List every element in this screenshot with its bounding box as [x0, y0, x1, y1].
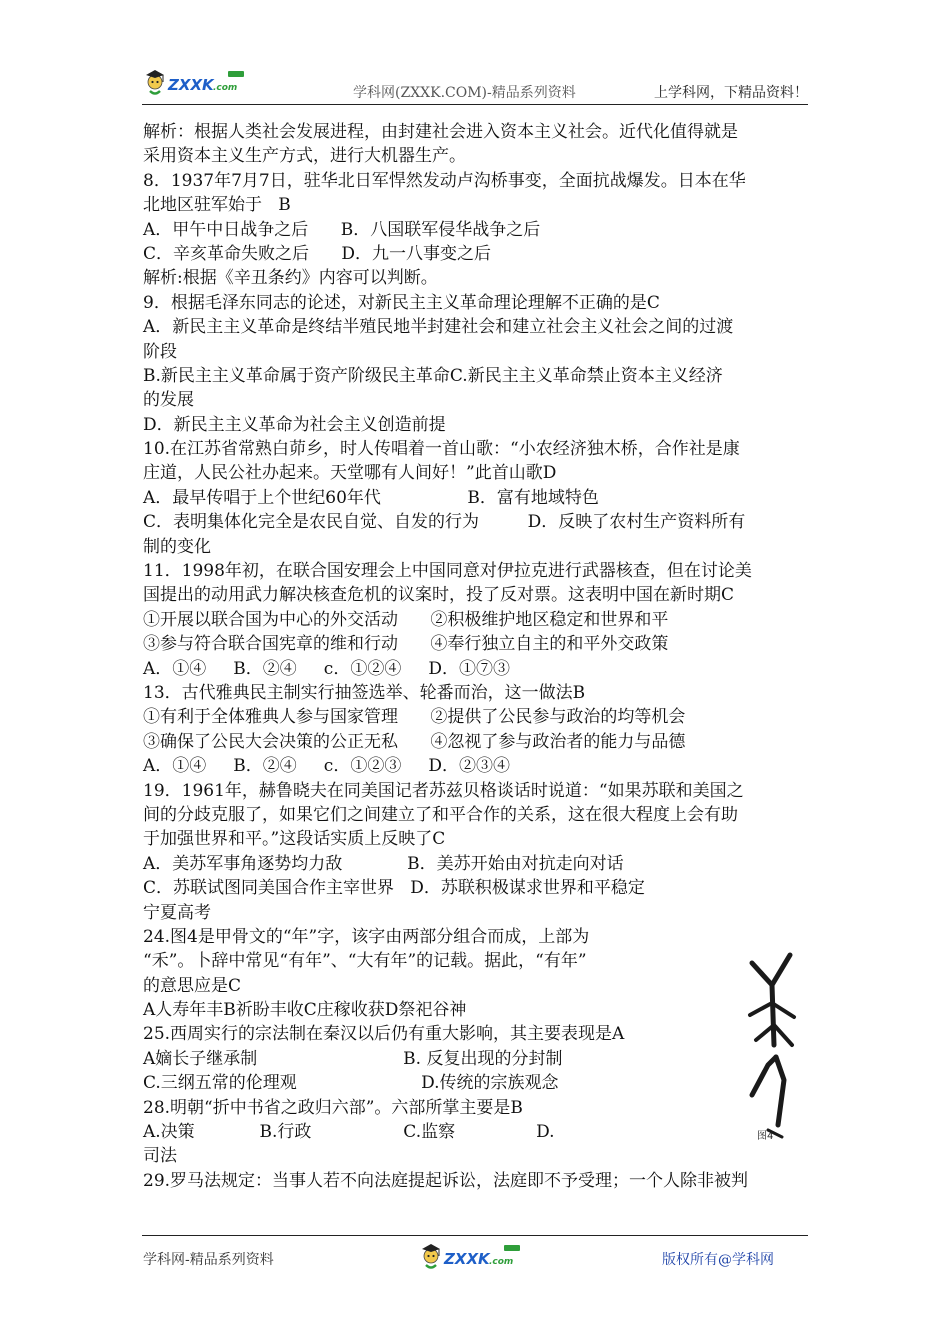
text-line: D．新民主主义革命为社会主义创造前提 [143, 414, 446, 435]
text-line: 29.罗马法规定：当事人若不向法庭提起诉讼，法庭即不予受理；一个人除非被判 [143, 1170, 749, 1191]
text-line: ①开展以联合国为中心的外交活动 ②积极维护地区稳定和世界和平 [143, 609, 669, 630]
text-line: 宁夏高考 [143, 902, 211, 923]
figure-caption: 图4 [757, 1131, 774, 1142]
svg-text:ZXXK: ZXXK [444, 1250, 490, 1268]
text-line: A嫡长子继承制 B. 反复出现的分封制 [143, 1048, 563, 1069]
page-header [142, 62, 808, 106]
text-line: C．苏联试图同美国合作主宰世界 D．苏联积极谋求世界和平稳定 [143, 878, 645, 899]
text-line: 制的变化 [143, 536, 211, 557]
svg-text:.com: .com [213, 83, 238, 93]
text-line: 24.图4是甲骨文的“年”字，该字由两部分组合而成，上部为 [143, 926, 590, 947]
text-line: A．①④ B．②④ c．①②③ D．②③④ [143, 756, 510, 777]
text-line: 解析：根据人类社会发展进程，由封建社会进入资本主义社会。近代化值得就是 [143, 122, 738, 142]
text-line: A．美苏军事角逐势均力敌 B．美苏开始由对抗走向对话 [143, 853, 624, 874]
text-line: 阶段 [143, 341, 177, 362]
header-divider [142, 104, 808, 105]
text-line: 国提出的动用武力解决核查危机的议案时，投了反对票。这表明中国在新时期C [143, 585, 735, 606]
text-line: 间的分歧克服了，如果它们之间建立了和平合作的关系，这在很大程度上会有助 [143, 804, 738, 825]
text-line: “禾”。卜辞中常见“有年”、“大有年”的记载。据此，“有年” [143, 951, 587, 972]
text-line: A．甲午中日战争之后 B．八国联军侵华战争之后 [143, 219, 541, 240]
header-slogan: 上学科网，下精品资料！ [654, 85, 808, 101]
text-line: B.新民主主义革命属于资产阶级民主革命C.新民主主义革命禁止资本主义经济 [143, 365, 723, 386]
text-line: 19．1961年，赫鲁晓夫在同美国记者苏兹贝格谈话时说道：“如果苏联和美国之 [143, 780, 744, 801]
text-line: 的发展 [143, 390, 194, 411]
text-line: 司法 [143, 1146, 177, 1167]
text-line: 于加强世界和平。”这段话实质上反映了C [143, 829, 446, 850]
text-line: ①有利于全体雅典人参与国家管理 ②提供了公民参与政治的均等机会 [143, 707, 686, 728]
svg-text:ZXXK: ZXXK [168, 76, 214, 94]
zxxk-logo [142, 62, 254, 102]
text-line: 25.西周实行的宗法制在秦汉以后仍有重大影响，其主要表现是A [143, 1024, 625, 1045]
text-line: A．①④ B．②④ c．①②④ D．①⑦③ [143, 658, 510, 679]
text-line: A.决策 B.行政 C.监察 D. [143, 1122, 555, 1143]
text-line: 解析:根据《辛丑条约》内容可以判断。 [143, 268, 438, 289]
text-line: 8．1937年7月7日，驻华北日军悍然发动卢沟桥事变，全面抗战爆发。日本在华 [143, 170, 746, 191]
svg-text:.com: .com [489, 1257, 514, 1267]
text-line: 9．根据毛泽东同志的论述，对新民主主义革命理论理解不正确的是C [143, 292, 660, 313]
text-line: 11．1998年初，在联合国安理会上中国同意对伊拉克进行武器核查，但在讨论美 [143, 561, 752, 582]
text-line: C.三纲五常的伦理观 D.传统的宗族观念 [143, 1073, 559, 1094]
header-site-title: 学科网(ZXXK.COM)-精品系列资料 [353, 85, 576, 101]
text-line: A人寿年丰B祈盼丰收C庄稼收获D祭祀谷神 [143, 1000, 467, 1021]
text-line: ③确保了公民大会决策的公正无私 ④忽视了参与政治者的能力与品德 [143, 731, 686, 752]
text-line: 庄道，人民公社办起来。天堂哪有人间好！”此首山歌D [143, 463, 557, 484]
text-line: 的意思应是C [143, 975, 242, 996]
zxxk-footer-logo [418, 1236, 530, 1276]
text-line: C．辛亥革命失败之后 D．九一八事变之后 [143, 243, 492, 264]
footer-copyright-link[interactable]: 版权所有@学科网 [662, 1252, 774, 1268]
text-line: A．新民主主义革命是终结半殖民地半封建社会和建立社会主义社会之间的过渡 [143, 317, 734, 338]
document-body [143, 120, 808, 1193]
text-line: 采用资本主义生产方式，进行大机器生产。 [143, 146, 466, 167]
oracle-bone-character-figure [738, 945, 812, 1150]
text-line: 28.明朝“折中书省之政归六部”。六部所掌主要是B [143, 1097, 523, 1118]
text-line: 10.在江苏省常熟白茆乡，时人传唱着一首山歌：“小农经济独木桥，合作社是康 [143, 439, 740, 460]
text-line: 北地区驻军始于 B [143, 195, 291, 216]
text-line: C．表明集体化完全是农民自觉、自发的行为 D．反映了农村生产资料所有 [143, 512, 746, 533]
text-line: 13．古代雅典民主制实行抽签选举、轮番而治，这一做法B [143, 682, 586, 703]
text-line: A．最早传唱于上个世纪60年代 B．富有地域特色 [143, 487, 599, 508]
footer-left-text: 学科网-精品系列资料 [143, 1252, 274, 1268]
text-line: ③参与符合联合国宪章的维和行动 ④奉行独立自主的和平外交政策 [143, 634, 669, 655]
